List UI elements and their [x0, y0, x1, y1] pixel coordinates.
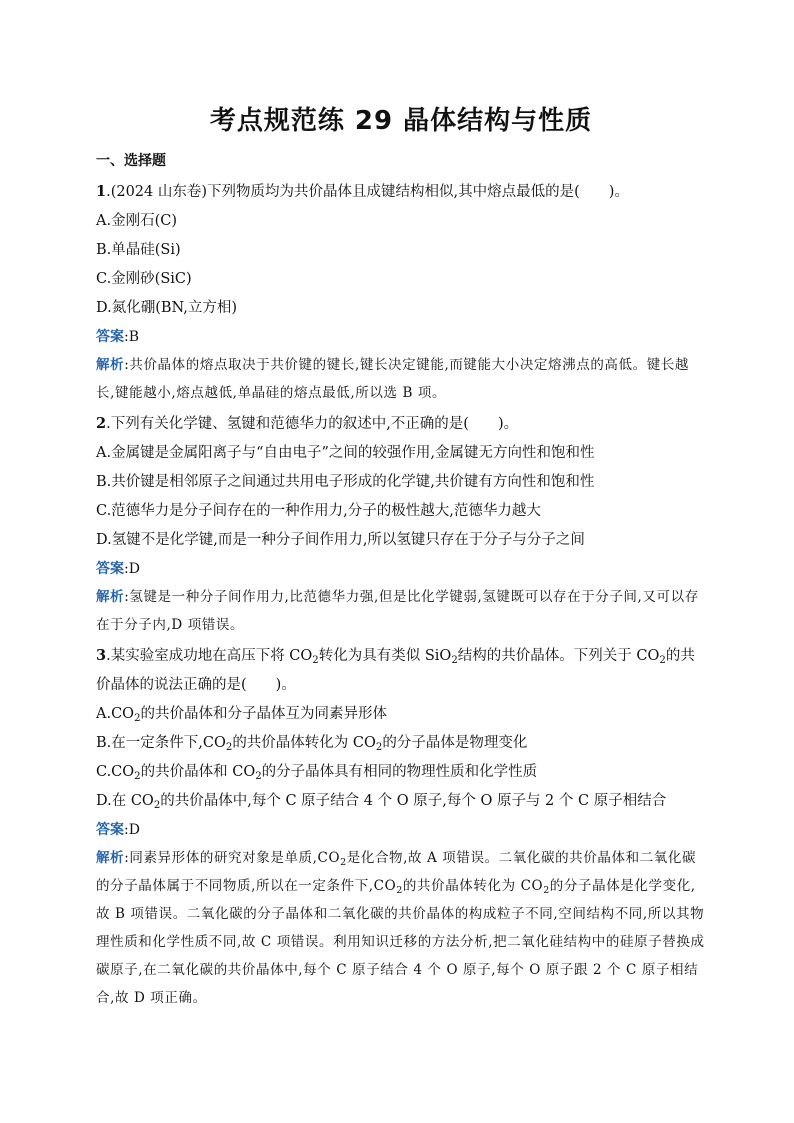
option-b: B.在一定条件下$,CO_2$的共价晶体转化为 $CO_2$的分子晶体是物理变化 — [96, 735, 528, 753]
section-heading: 一、选择题 — [96, 153, 166, 169]
explanation-label: 解析 — [96, 850, 125, 866]
question-number: 3 — [96, 647, 107, 664]
answer-line — [96, 557, 706, 581]
explanation-line — [96, 351, 706, 407]
option-b: B.单晶硅(Si) — [96, 242, 181, 258]
explanation-text: :同素异形体的研究对象是单质$,CO_2$是化合物,故 A 项错误。二氧化碳的共价晶体和二氧化碳的分子晶体属于不同物质,所以在一定条件下$,CO_2$的共价晶体转化为 $CO_2$的分子晶体是化学变化,故 B 项错误。二氧化碳的分子晶体和二氧化碳的共价晶体的构成粒子不同,空间结构不同,所以其物理性质和化学性质不同,故 C 项错误。利用知识迁移的方法分析,把二氧化硅结构中的硅原子替换成碳原子,在二氧化碳的共价晶体中,每个 C 原子结合 4 个 O 原子,每个 O 原子跟 2 个 C 原子相结合,故 D 项正确。 — [96, 850, 705, 1006]
option-b: B.共价键是相邻原子之间通过共用电子形成的化学键,共价键有方向性和饱和性 — [96, 474, 595, 490]
answer-value: :D — [124, 561, 140, 577]
answer-line — [96, 325, 706, 349]
explanation-line — [96, 844, 706, 1012]
document-page — [96, 100, 706, 1014]
answer-value: :D — [124, 822, 140, 838]
question-text: .某实验室成功地在高压下将 $CO_2$转化为具有类似 SiO$_2$结构的共价晶体。下列关于 $CO_2$的共价晶体的说法正确的是( )。 — [96, 648, 695, 693]
explanation-label: 解析 — [96, 589, 125, 605]
option-d: D.氮化硼(BN,立方相) — [96, 300, 238, 316]
option-d: D.氢键不是化学键,而是一种分子间作用力,所以氢键只存在于分子与分子之间 — [96, 532, 585, 548]
question-stem — [96, 641, 706, 700]
option-c: C.金刚砂(SiC) — [96, 271, 192, 287]
question-number: 2 — [96, 415, 107, 432]
answer-label: 答案 — [96, 822, 124, 838]
option-c: $C.CO_2$的共价晶体和 $CO_2$的分子晶体具有相同的物理性质和化学性质 — [96, 764, 538, 782]
question-stem — [96, 409, 706, 439]
answer-label: 答案 — [96, 329, 124, 345]
explanation-text: :共价晶体的熔点取决于共价键的键长,键长决定键能,而键能大小决定熔沸点的高低。键长越长,键能越小,熔点越低,单晶硅的熔点最低,所以选 B 项。 — [96, 357, 690, 401]
question-3 — [96, 641, 706, 1012]
answer-value: :B — [124, 329, 140, 345]
answer-line — [96, 818, 706, 842]
question-2 — [96, 409, 706, 639]
page-title: 考点规范练 29 晶体结构与性质 — [209, 106, 593, 136]
question-text: .(2024 山东卷)下列物质均为共价晶体且成键结构相似,其中熔点最低的是( )。 — [106, 184, 629, 200]
explanation-text: :氢键是一种分子间作用力,比范德华力强,但是比化学键弱,氢键既可以存在于分子间,又可以存在于分子内,D 项错误。 — [96, 589, 699, 633]
option-c: C.范德华力是分子间存在的一种作用力,分子的极性越大,范德华力越大 — [96, 503, 541, 519]
option-a: $A.CO_2$的共价晶体和分子晶体互为同素异形体 — [96, 706, 388, 724]
question-1 — [96, 177, 706, 407]
option-d: D.在 $CO_2$的共价晶体中,每个 C 原子结合 4 个 O 原子,每个 O 原子与 2 个 C 原子相结合 — [96, 793, 667, 811]
answer-label: 答案 — [96, 561, 124, 577]
explanation-line — [96, 583, 706, 639]
question-stem — [96, 177, 706, 207]
question-text: .下列有关化学键、氢键和范德华力的叙述中,不正确的是( )。 — [106, 416, 519, 432]
option-a: A.金刚石(C) — [96, 213, 177, 229]
option-a: A.金属键是金属阳离子与“自由电子”之间的较强作用,金属键无方向性和饱和性 — [96, 445, 595, 461]
question-number: 1 — [96, 183, 107, 200]
explanation-label: 解析 — [96, 357, 125, 373]
